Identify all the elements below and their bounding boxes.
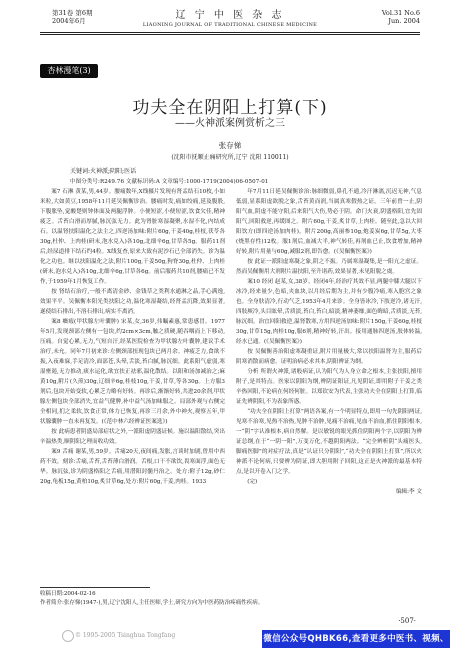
paragraph: 按 吴佩衡善治阳虚寒凝重证,附片用量极大,常以扶阳温肾为主,服药后阴寒消散而病愈。证明治病必求其本,阴阳辨证为纲。 xyxy=(236,349,422,365)
body-column-left xyxy=(40,187,225,575)
journal-masthead xyxy=(135,6,325,28)
paragraph: 按 肾结石治疗,一般不离清金砂、金钱草之类利水通淋之品,手心满逸,效果平平。吴佩衡本阳光类扶阳之功,温化寒湿凝结,经肾盂沉降,效果显著,遂使结石排出,不溶石排出,病实不离消。 xyxy=(40,289,225,315)
date-cn: 2004年6月 xyxy=(52,17,86,25)
paragraph: 按 此病患者阴盛局部症状之外,一派阳虚阴盛证候。施以温阳散结,突出辛温热类,顺阴阳之理而收功效。 xyxy=(40,429,225,445)
paragraph: 案7 石淋 黄某,男,44岁。腰痛数年,X线摄片发现有肾盂结石10枚,小如米粒,大如黄豆,1958年11月延吴佩衡诊治。腰痛时发,痛如绞痛,延及腹股,下腹胀坠,觉酸楚则钟体面及两腿浮肿。小便短涩,小便短涩,饮食欠佳,精神疲乏。舌苔白滑而厚腻,脉沉弦无力。此为肾脏寒湿凝聚,水湿不化,内结成石。以温肾扶阳温化之法主之,四逆汤加味:附片60g,干姜40g,桂枝,茯苓各30g,杜仲、上肉桂(研末,泡水兑入)各10g,北细辛6g,甘草各5g。服药11剂后,经尿道排下结石约4粒。X线复查,原来大致有泥沙石已全部消失。诊为温化之功也。继以扶阳温化之法,附片100g,干姜50g,狗脊30g,杜仲、上肉桂(研末,泡水兑入)各10g,北细辛6g,甘草各6g。前后服药共10剂,腰痛已不发作,于1959年1月恢复工作。 xyxy=(40,189,225,285)
body-column-right xyxy=(236,187,422,575)
header-left xyxy=(52,9,92,25)
journal-title-en: LIAONING JOURNAL OF TRADITIONAL CHINESE MEDICINE xyxy=(142,22,318,28)
paragraph: (完) xyxy=(247,479,258,485)
article-author: 张存悌 xyxy=(218,141,242,150)
paragraph: “功夫全在阴阳上打算”两语各案,有一个明显特点,即用一句先阴阳两证,见寒不治寒,见热不治热,见肿不治肿,见痛不治痛,见血不治血,抓住阴阳根本,一“阴”字认准根本,病自然解。是以敏锐的眼光抓住阴阳两个字,以阴阳为辨证总纲,在于“一阴一阳”,万变万化,不越阴阳两法。“完全辨析阴“头痛医头,脚痛医脚”的对症疗法,真是“认证只分阴阳”,“功夫全在阴阳上打算”,所以火神派不论何病,只要辨为阴证,即大胆用附子回阳,这正是火神派的最基本特点,是以开卷入门之学。 xyxy=(236,409,422,475)
header-rule-thin xyxy=(40,34,420,35)
classification-meta: 中图分类号:R249.76 文献标识码:A 文章编号:1000-1719(2004)06-0507-01 xyxy=(70,179,269,185)
paragraph: 案8 癥瘕(甲状腺左叶囊肿) 宋某,女,36岁,伟瞩素惠,常患感冒。1977年5月,发现颈部左侧有一包块,约2cm×3cm,触之质硬,随吞咽而上下移动,压痛。自觉心累,无力,气短自汗,经某医院检查为甲状腺左叶囊肿,建议手术治疗,未允。同年7月初来诊:左侧颈部扭现包块已两月余。神疲乏力,食欲不振,入夜难寐,手足清冷,面部苍,头晕,舌淡,苔白腻,脉沉细。此系阳气虚弱,寒湿壅遏,无力推动,痰水运化,欲宜扶正祛邪,温化散结。以阳和汤加减治之;麻黄10g,附片(久煎)30g,辽细辛6g,桂枝10g,干姜,甘草,等各30g。上方服3剂后,包块开始变软,心累乏力略有好转。再诊后,渐渐好转,共进20余剂,甲状腺左侧包块全部消失,宜益气健脾,补中益气汤加味服之。局部外观与右侧完全相同,扪之柔软,饮食正常,体力已恢复,再诊三月余,外中神火,观察五年,甲状腺囊肿一直未再复发。(《范中林六经辨证医案选》) xyxy=(40,319,225,425)
date-en: Jun. 2004 xyxy=(388,17,420,25)
header-right xyxy=(382,9,420,25)
volume-cn: 第31卷 第6期 xyxy=(52,9,93,17)
paragraph: 案9 舌痛 谢某,男,59岁。舌痛20天,夜间痛,发胀,言谈时加剧,曾用中西药不效。刻诊:舌痛,舌苔,舌苔薄白滑润。舌根,口干不欲饮,畏寒面浮,面色无华。脉沉弦,诊为阴盛格阳之舌痛,用潜阳封髓丹治之。处方:附子12g,砂仁20g,龟板15g,黄柏10g,炙甘草6g,处方:附片60g,干姜,肉桂。1933 xyxy=(40,449,225,485)
footnote-rule xyxy=(40,587,150,588)
received-date: 收稿日期:2004-02-16 xyxy=(40,591,96,597)
page-number: ·507· xyxy=(398,617,416,625)
journal-title-cn: 辽 宁 中 医 杂 志 xyxy=(175,10,285,21)
publisher-logo-icon xyxy=(62,630,74,642)
article-subtitle: ——火神派案例赏析之三 xyxy=(175,118,285,129)
paragraph: 年7月11日延吴佩衡诊治:脉细微弱,鼻孔不通,冷汗淋漓,沉迟无神,气息低弱,显系阳虚欲脱之象,舌苔黄而润,当属真寒假热之证。三年前曾一止,阴阳气血,阴虚不能守阳,后来阳气大伤,势必于阴。命门火衰,阴盛格阳,宜先固阳气,回阳救逆,再缓图之。附片60g,干姜,炙甘草,上肉桂。随至此,急以大回阳饮方(即四逆汤加肉桂)。附片200g,高丽参10g,炮姜炭6g,甘草5g,大枣(烧黑存性)12枚。服1剂后,血减大半,神气转佳,再剂血已止,饮食增加,精神好转,附片用量与60g,减服2剂,即告愈。(《吴佩衡医案》) xyxy=(236,189,422,255)
author-affiliation: (沈阳市抚顺止痛研究所,辽宁 沈阳 110011) xyxy=(171,154,289,161)
header-rule xyxy=(40,32,420,33)
article-title: 功夫全在阴阳上打算(下) xyxy=(132,98,328,118)
paragraph: 按 此证一派阳虚寒凝之象,阴之不振。乃属寒湿凝集,是一阳亢之虚证。然而吴佩衡用大剂附片温扶阳,至升诸药,效果显著,未见阳脱之虞。 xyxy=(236,259,422,275)
author-bio: 作者简介:张存悌(1947-),男,辽宁沈阳人,主任医师,学士,研究方向为中医药防治疼痛性疾病。 xyxy=(40,600,264,606)
editor-signature: 编辑:李 文 xyxy=(395,489,422,495)
footnote xyxy=(40,590,300,608)
column-tag: 杏林漫笔(3) xyxy=(40,64,98,78)
promo-banner: 微信公众号QHBK66,查看更多中医书、视频、音频 xyxy=(262,630,450,648)
paragraph: 案10 经闭 赵某,女,38岁。经闭4年,经治疗其效不显,两腿中膝大腿以下冰冷,经来量少,色暗,夹血块,以月经后期为主,并有少腹冷痛,寒入胞宫之象也。全身肤清冷,行动气乏,1953年4月来诊。全身皆冰冷,下肢逆冷,诸无汗,四肢厥冷,头目眩晕,舌质淡,苔白,苔白,暗淡,精神萎靡,面色晦暗,舌质淡,无苔,脉沉细。治宜回阳救逆,温肾散寒,方用四逆汤加味:附片150g,干姜60g,桂枝30g,甘草15g,肉桂10g,服6剂,精神好转,汗出。接用通脉四逆汤,肢体转温,经水已通。(《吴佩衡医案》) xyxy=(236,279,422,345)
volume-en: Vol.31 No.6 xyxy=(381,9,420,17)
paragraph: 分析 所谓火神派,诸般病证,认为阳气为人身立命之根本,主张扶阳,擅用附子,是其特点。医家以阴阳为纲,辨阴证阳证,凡见阴证,即用附子干姜之类辛热回阳,不论病在何经何脏。以郑钦安为代表,主张功夫全在阴阳上打算,临证先辨阴阳,不为表象所惑。 xyxy=(236,369,422,405)
copyright: © 1995-2005 Tsinghua Tongfang xyxy=(75,632,176,639)
keywords: 关键词:火神派;阴阳;医话 xyxy=(70,168,137,175)
